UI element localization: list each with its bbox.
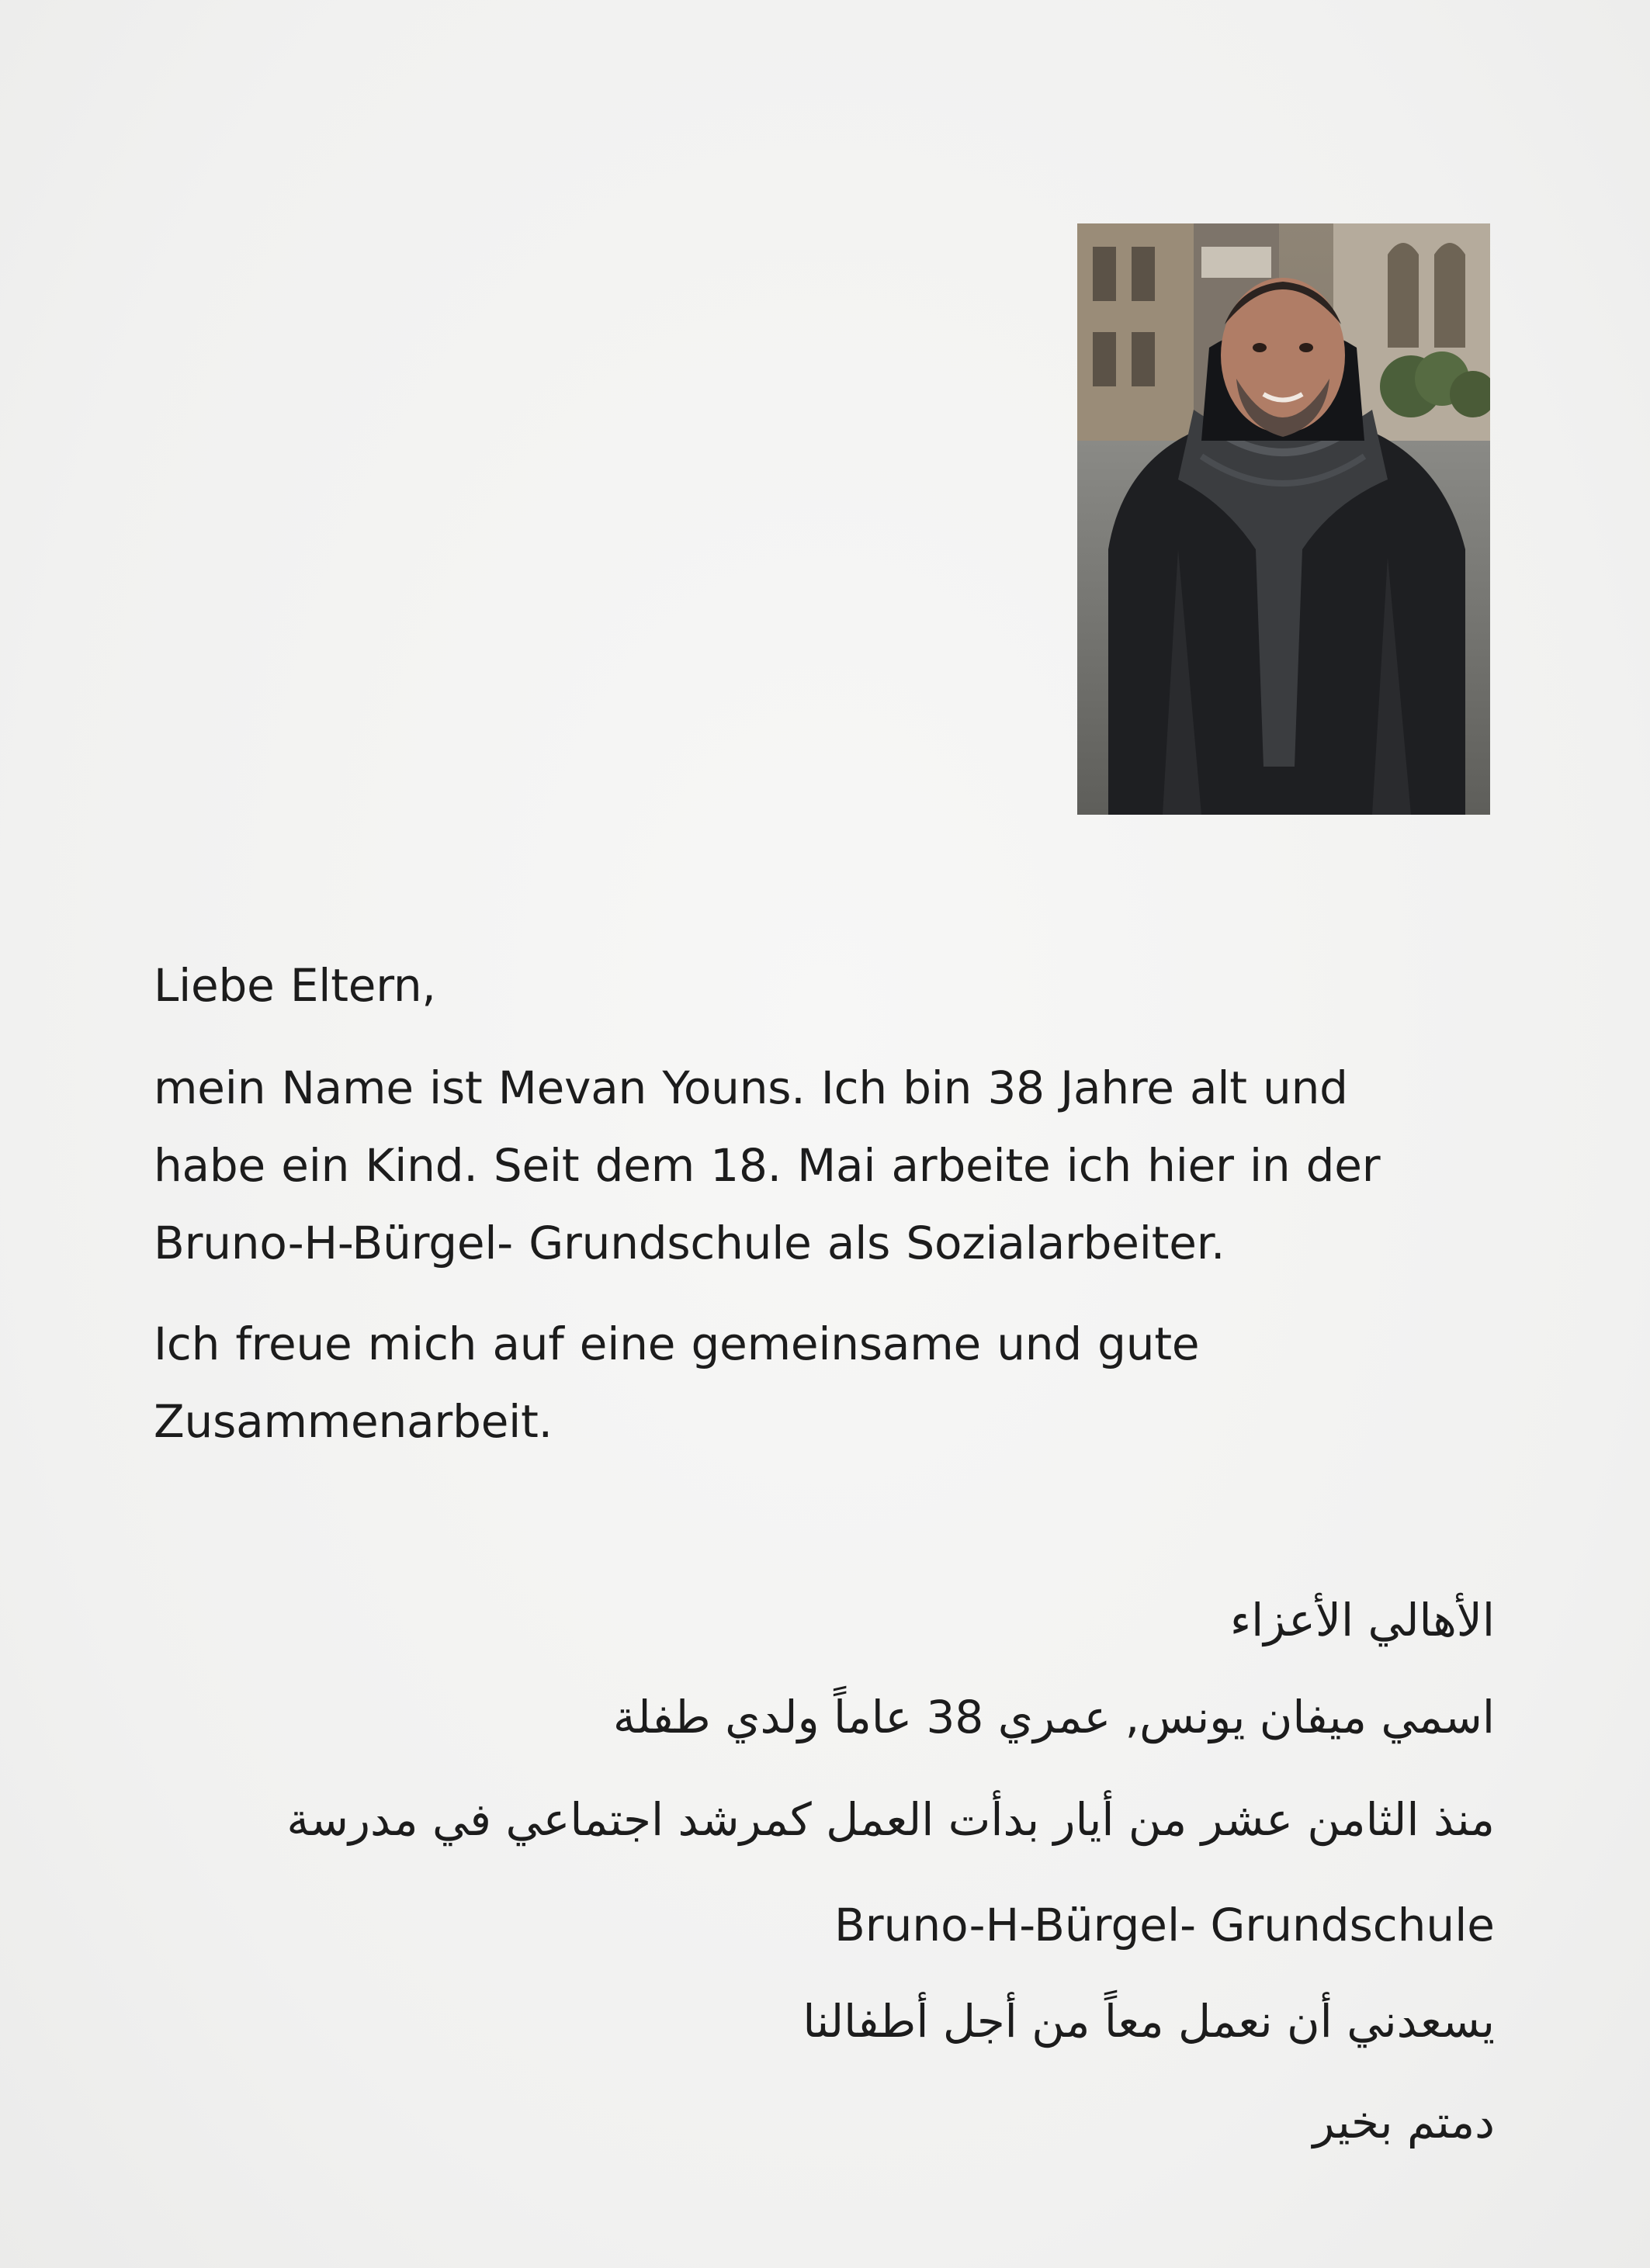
german-paragraph2-line: Ich freue mich auf eine gemeinsame und gute	[154, 1318, 1200, 1370]
arabic-line-name-age: اسمي ميفان يونس, عمري 38 عاماً ولدي طفلة	[612, 1691, 1495, 1743]
portrait-photo	[1077, 223, 1490, 815]
arabic-closing: دمتم بخير	[1312, 2096, 1495, 2149]
arabic-line-work-start: منذ الثامن عشر من أيار بدأت العمل كمرشد اجتماعي في مدرسة	[286, 1793, 1495, 1846]
german-greeting-text: Liebe Eltern,	[154, 959, 436, 1012]
german-paragraph1-line: mein Name ist Mevan Youns. Ich bin 38 Jahre alt und	[154, 1061, 1348, 1114]
arabic-greeting: الأهالي الأعزاء	[1229, 1594, 1495, 1646]
german-paragraph2-line: Zusammenarbeit.	[154, 1395, 553, 1448]
german-paragraph-introduction	[154, 1049, 1473, 1282]
portrait-photo-icon	[1077, 223, 1490, 815]
arabic-school-name: Bruno-H-Bürgel- Grundschule	[834, 1899, 1495, 1951]
german-greeting	[154, 947, 1473, 1024]
arabic-line-cooperation: يسعدني أن نعمل معاً من أجل أطفالنا	[802, 1995, 1495, 2048]
german-paragraph1-line: habe ein Kind. Seit dem 18. Mai arbeite ich hier in der	[154, 1139, 1381, 1192]
german-paragraph-closing	[154, 1305, 1473, 1460]
german-paragraph1-line: Bruno-H-Bürgel- Grundschule als Sozialarbeiter.	[154, 1217, 1225, 1269]
